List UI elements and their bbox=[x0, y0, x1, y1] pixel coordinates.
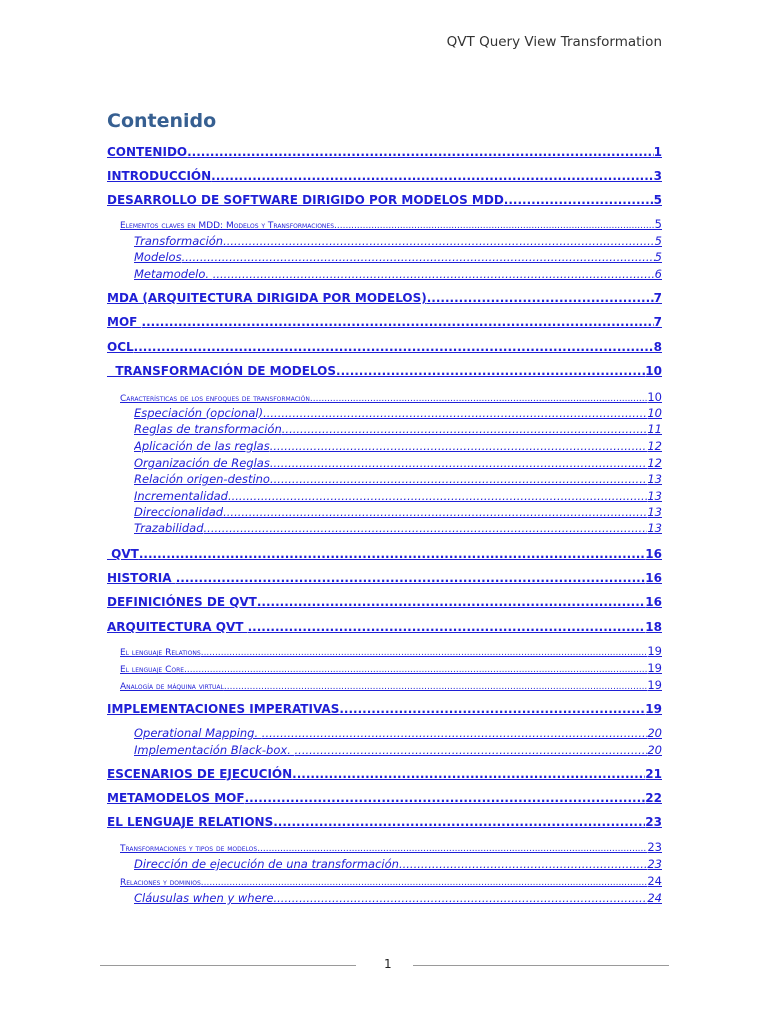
toc-entry-label: Transformación bbox=[134, 234, 224, 248]
toc-entry[interactable] bbox=[120, 660, 662, 676]
toc-leader-dots bbox=[184, 662, 647, 676]
toc-entry-page: 12 bbox=[647, 456, 662, 470]
toc-entry-page: 13 bbox=[647, 521, 662, 535]
toc-entry[interactable] bbox=[120, 389, 662, 405]
toc-entry[interactable] bbox=[120, 643, 662, 659]
toc-leader-dots bbox=[139, 546, 645, 562]
toc-entry-label: Transformaciones y tipos de modelos bbox=[120, 844, 258, 854]
toc-entry-page: 5 bbox=[654, 250, 662, 264]
toc-entry-page: 16 bbox=[645, 547, 662, 561]
toc-leader-dots bbox=[504, 192, 654, 208]
toc-entry-page: 18 bbox=[645, 620, 662, 634]
toc-entry-label: Dirección de ejecución de una transformación bbox=[134, 857, 399, 871]
toc-entry-label: DESARROLLO DE SOFTWARE DIRIGIDO POR MODELOS MDD bbox=[107, 193, 504, 207]
toc-leader-dots bbox=[142, 314, 654, 330]
toc-entry-label: Organización de Reglas bbox=[134, 456, 270, 470]
toc-entry-page: 21 bbox=[645, 767, 662, 781]
toc-leader-dots bbox=[399, 856, 647, 872]
toc-entry[interactable] bbox=[134, 233, 662, 249]
toc-entry[interactable] bbox=[134, 725, 662, 741]
toc-leader-dots bbox=[223, 504, 647, 520]
toc-entry-label: Reglas de transformación bbox=[134, 422, 282, 436]
toc-leader-dots bbox=[245, 790, 646, 806]
toc-entry-label: ESCENARIOS DE EJECUCIÓN bbox=[107, 767, 293, 781]
toc-entry-label: Metamodelo. bbox=[134, 267, 213, 281]
toc-entry[interactable] bbox=[107, 339, 662, 355]
toc-entry-label: IMPLEMENTACIONES IMPERATIVAS bbox=[107, 702, 340, 716]
toc-entry[interactable] bbox=[134, 421, 662, 437]
toc-leader-dots bbox=[273, 890, 647, 906]
toc-leader-dots bbox=[257, 594, 645, 610]
toc-entry-page: 3 bbox=[653, 169, 662, 183]
toc-entry-label: Cláusulas when y where bbox=[134, 891, 274, 905]
toc-entry-page: 11 bbox=[647, 422, 662, 436]
toc-leader-dots bbox=[295, 742, 648, 758]
document-title: QVT Query View Transformation bbox=[446, 34, 662, 50]
toc-entry-page: 5 bbox=[654, 234, 662, 248]
toc-entry-page: 12 bbox=[647, 439, 662, 453]
toc-entry-page: 23 bbox=[647, 840, 662, 854]
toc-entry-page: 22 bbox=[645, 791, 662, 805]
toc-entry-label: MDA (ARQUITECTURA DIRIGIDA POR MODELOS) bbox=[107, 291, 427, 305]
toc-entry[interactable] bbox=[107, 701, 662, 717]
toc-entry[interactable] bbox=[107, 619, 662, 635]
toc-entry-label: Implementación Black-box. bbox=[134, 743, 295, 757]
toc-entry[interactable] bbox=[120, 873, 662, 889]
toc-leader-dots bbox=[187, 144, 654, 160]
toc-entry[interactable] bbox=[107, 814, 662, 830]
toc-entry-label: QVT bbox=[107, 547, 139, 561]
toc-entry[interactable] bbox=[134, 438, 662, 454]
toc-entry-label: TRANSFORMACIÓN DE MODELOS bbox=[107, 364, 337, 378]
toc-entry[interactable] bbox=[107, 144, 662, 160]
toc-entry-page: 13 bbox=[647, 472, 662, 486]
toc-entry-page: 20 bbox=[647, 743, 662, 757]
toc-leader-dots bbox=[339, 701, 645, 717]
page-number: 1 bbox=[384, 957, 392, 971]
toc-entry-page: 5 bbox=[653, 193, 662, 207]
toc-leader-dots bbox=[270, 471, 647, 487]
toc-entry-label: DEFINICIÓNES DE QVT bbox=[107, 595, 257, 609]
toc-entry-page: 7 bbox=[653, 291, 662, 305]
toc-entry-label: Relación origen-destino bbox=[134, 472, 270, 486]
toc-entry[interactable] bbox=[107, 546, 662, 562]
toc-entry-label: Incrementalidad bbox=[134, 489, 228, 503]
toc-leader-dots bbox=[263, 405, 647, 421]
toc-entry[interactable] bbox=[107, 168, 662, 184]
toc-entry[interactable] bbox=[120, 677, 662, 693]
toc-entry-page: 23 bbox=[647, 857, 662, 871]
toc-leader-dots bbox=[427, 290, 654, 306]
toc-entry-page: 7 bbox=[653, 315, 662, 329]
toc-entry-page: 13 bbox=[647, 489, 662, 503]
toc-leader-dots bbox=[292, 766, 645, 782]
toc-entry-page: 19 bbox=[647, 661, 662, 675]
toc-leader-dots bbox=[310, 391, 647, 405]
toc-entry-label: Características de los enfoques de transformación bbox=[120, 394, 310, 404]
toc-entry[interactable] bbox=[134, 249, 662, 265]
toc-entry-label: El lenguaje Relations bbox=[120, 648, 201, 658]
toc-leader-dots bbox=[270, 455, 648, 471]
toc-entry-page: 13 bbox=[647, 505, 662, 519]
toc-leader-dots bbox=[213, 266, 655, 282]
toc-entry[interactable] bbox=[107, 766, 662, 782]
toc-entry[interactable] bbox=[134, 520, 662, 536]
toc-leader-dots bbox=[204, 520, 648, 536]
toc-leader-dots bbox=[223, 233, 655, 249]
toc-entry-page: 1 bbox=[653, 145, 662, 159]
footer-rule-right bbox=[413, 965, 669, 966]
toc-entry-label: MOF bbox=[107, 315, 142, 329]
toc-entry-page: 19 bbox=[647, 644, 662, 658]
toc-entry-label: Relaciones y dominios bbox=[120, 878, 201, 888]
toc-entry-page: 8 bbox=[653, 340, 662, 354]
toc-leader-dots bbox=[134, 339, 654, 355]
footer-rule-left bbox=[100, 965, 356, 966]
toc-entry[interactable] bbox=[107, 570, 662, 586]
toc-entry-label: Elementos claves en MDD: Modelos y Transformaciones bbox=[120, 221, 335, 231]
toc-entry-page: 23 bbox=[645, 815, 662, 829]
toc-entry-label: El lenguaje Core bbox=[120, 665, 185, 675]
toc-entry-label: Direccionalidad bbox=[134, 505, 224, 519]
toc-entry-page: 10 bbox=[647, 406, 662, 420]
toc-entry-label: HISTORIA bbox=[107, 571, 176, 585]
toc-leader-dots bbox=[270, 438, 648, 454]
toc-entry-label: EL LENGUAJE RELATIONS bbox=[107, 815, 274, 829]
toc-entry[interactable] bbox=[134, 890, 662, 906]
toc-leader-dots bbox=[248, 619, 646, 635]
toc-entry[interactable] bbox=[107, 594, 662, 610]
toc-entry[interactable] bbox=[134, 455, 662, 471]
toc-entry-page: 5 bbox=[654, 217, 662, 231]
toc-entry[interactable] bbox=[134, 504, 662, 520]
toc-entry[interactable] bbox=[134, 471, 662, 487]
toc-leader-dots bbox=[201, 645, 648, 659]
toc-leader-dots bbox=[211, 168, 653, 184]
toc-entry[interactable] bbox=[107, 790, 662, 806]
toc-entry-page: 10 bbox=[645, 364, 662, 378]
toc-entry-label: Modelos bbox=[134, 250, 182, 264]
toc-entry-page: 6 bbox=[654, 267, 662, 281]
toc-entry[interactable] bbox=[107, 314, 662, 330]
toc-entry-label: ARQUITECTURA QVT bbox=[107, 620, 248, 634]
toc-heading: Contenido bbox=[107, 110, 217, 132]
toc-entry-page: 16 bbox=[645, 571, 662, 585]
toc-leader-dots bbox=[336, 363, 645, 379]
toc-entry[interactable] bbox=[134, 488, 662, 504]
toc-entry[interactable] bbox=[134, 266, 662, 282]
toc-entry[interactable] bbox=[107, 363, 662, 379]
toc-entry-label: CONTENIDO bbox=[107, 145, 188, 159]
toc-leader-dots bbox=[201, 875, 648, 889]
toc-leader-dots bbox=[228, 488, 647, 504]
toc-leader-dots bbox=[282, 421, 648, 437]
toc-entry-page: 19 bbox=[645, 702, 662, 716]
toc-entry-label: Operational Mapping. bbox=[134, 726, 262, 740]
toc-entry-page: 24 bbox=[647, 874, 662, 888]
toc-entry-label: Analogía de máquina virtual bbox=[120, 682, 224, 692]
toc-entry-page: 16 bbox=[645, 595, 662, 609]
toc-entry-label: OCL bbox=[107, 340, 134, 354]
toc-entry-page: 20 bbox=[647, 726, 662, 740]
toc-entry-page: 19 bbox=[647, 678, 662, 692]
toc-leader-dots bbox=[334, 218, 655, 232]
toc-entry-page: 24 bbox=[647, 891, 662, 905]
toc-leader-dots bbox=[176, 570, 646, 586]
toc-entry[interactable] bbox=[120, 839, 662, 855]
toc-entry-label: Trazabilidad bbox=[134, 521, 204, 535]
toc-entry[interactable] bbox=[134, 856, 662, 872]
toc-entry[interactable] bbox=[107, 192, 662, 208]
toc-entry[interactable] bbox=[134, 405, 662, 421]
toc-entry-label: Aplicación de las reglas bbox=[134, 439, 270, 453]
toc-entry[interactable] bbox=[134, 742, 662, 758]
toc-leader-dots bbox=[257, 841, 647, 855]
toc-entry-label: METAMODELOS MOF bbox=[107, 791, 245, 805]
toc-entry[interactable] bbox=[120, 216, 662, 232]
toc-entry-page: 10 bbox=[647, 390, 662, 404]
toc-leader-dots bbox=[262, 725, 648, 741]
toc-leader-dots bbox=[273, 814, 645, 830]
toc-leader-dots bbox=[224, 679, 647, 693]
toc-entry[interactable] bbox=[107, 290, 662, 306]
toc-entry-label: INTRODUCCIÓN bbox=[107, 169, 212, 183]
toc-leader-dots bbox=[182, 249, 655, 265]
toc-entry-label: Especiación (opcional) bbox=[134, 406, 264, 420]
